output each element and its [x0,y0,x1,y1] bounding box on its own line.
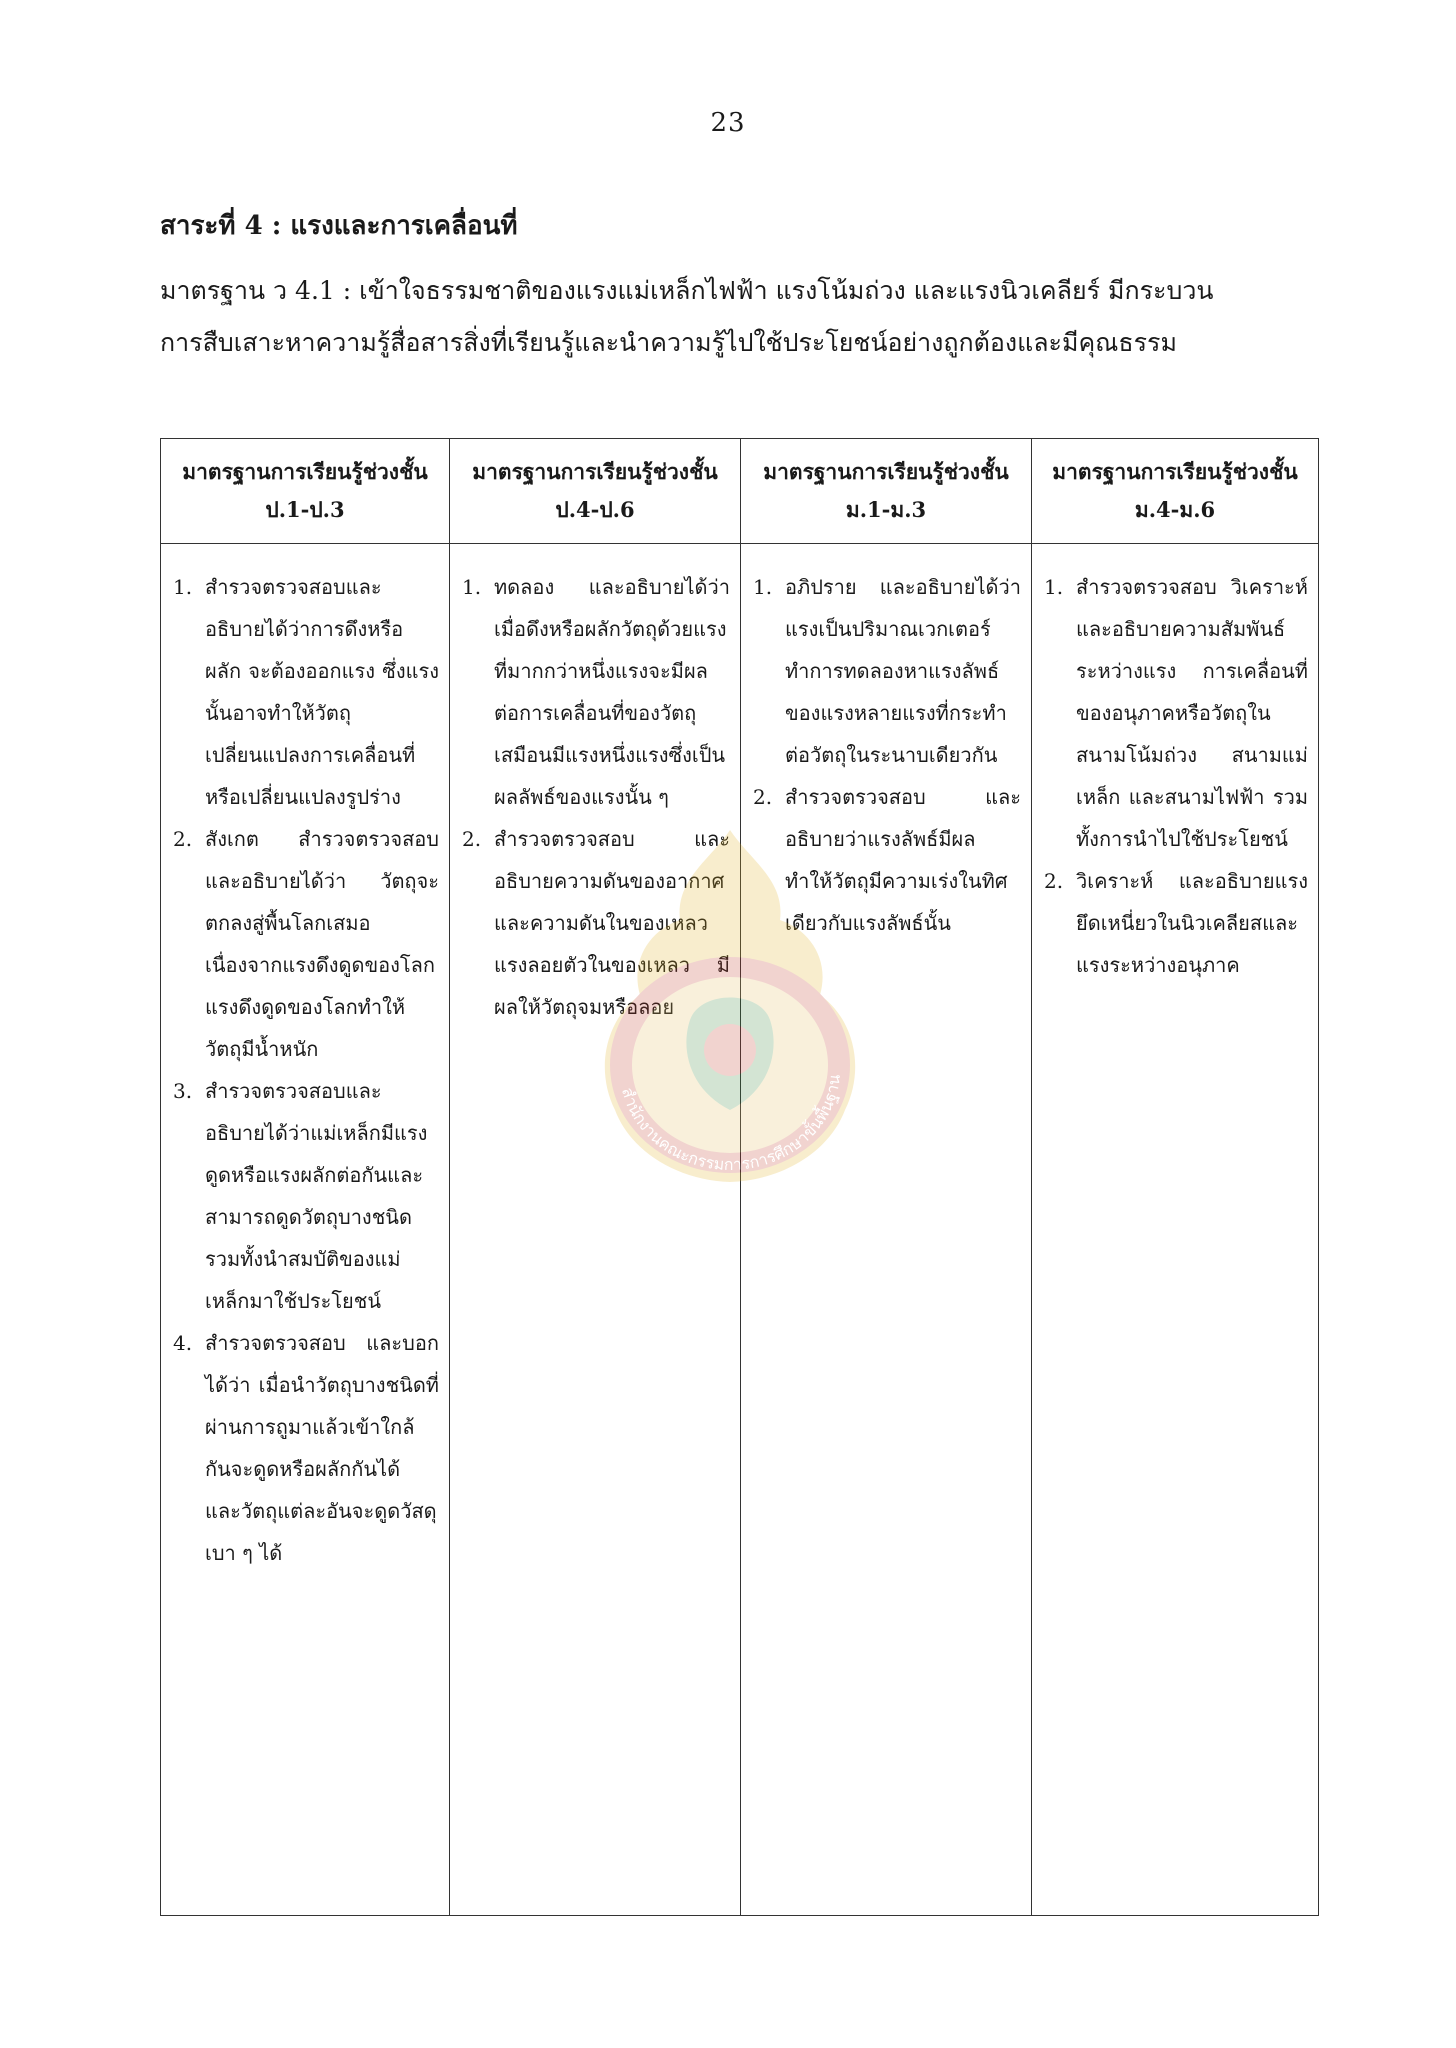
standards-list [1044,566,1308,986]
strand-title: สาระที่ 4 : แรงและการเคลื่อนที่ [160,211,518,241]
item-text: วิเคราะห์ และอธิบายแรงยึดเหนี่ยวในนิวเคลียสและแรงระหว่างอนุภาค [1076,869,1308,977]
item-text: สังเกต สำรวจตรวจสอบและอธิบายได้ว่า วัตถุจะตกลงสู่พื้นโลกเสมอ เนื่องจากแรงดึงดูดของโลก แรงดึงดูดของโลกทำให้วัตถุมีน้ำหนัก [205,827,439,1061]
list-item [173,1070,439,1322]
item-text: สำรวจตรวจสอบและอธิบายได้ว่าการดึงหรือผลัก จะต้องออกแรง ซึ่งแรงนั้นอาจทำให้วัตถุเปลี่ยนแปลงการเคลื่อนที่หรือเปลี่ยนแปลงรูปร่าง [205,575,439,809]
column-header-title: มาตรฐานการเรียนรู้ช่วงชั้น [763,459,1009,484]
item-text: สำรวจตรวจสอบ และอธิบายว่าแรงลัพธ์มีผลทำให้วัตถุมีความเร่งในทิศเดียวกับแรงลัพธ์นั้น [785,785,1021,935]
column-header-p1-p3 [161,439,450,544]
item-number: 1. [462,575,482,599]
list-item [753,566,1021,776]
column-p4-p6 [450,544,741,1916]
standard-line-1: มาตรฐาน ว 4.1 : เข้าใจธรรมชาติของแรงแม่เหล็กไฟฟ้า แรงโน้มถ่วง และแรงนิวเคลียร์ มีกระบวน [160,276,1214,305]
item-number: 3. [173,1079,193,1103]
list-item [1044,566,1308,860]
item-number: 4. [173,1331,193,1355]
item-text: สำรวจตรวจสอบและอธิบายได้ว่าแม่เหล็กมีแรงดูดหรือแรงผลักต่อกันและสามารถดูดวัตถุบางชนิด รวมทั้งนำสมบัติของแม่เหล็กมาใช้ประโยชน์ [205,1079,428,1313]
column-m1-m3 [741,544,1032,1916]
standards-list [753,566,1021,944]
page-number: 23 [710,108,746,138]
column-header-level: ม.1-ม.3 [845,497,927,522]
column-header-level: ป.1-ป.3 [265,497,345,522]
column-header-p4-p6 [450,439,741,544]
column-header-title: มาตรฐานการเรียนรู้ช่วงชั้น [1052,459,1298,484]
column-header-title: มาตรฐานการเรียนรู้ช่วงชั้น [182,459,428,484]
item-number: 2. [462,827,482,851]
item-number: 2. [753,785,773,809]
column-header-m4-m6 [1032,439,1319,544]
standard-statement [160,265,1320,369]
column-header-title: มาตรฐานการเรียนรู้ช่วงชั้น [472,459,718,484]
column-header-level: ม.4-ม.6 [1134,497,1216,522]
standard-line-2: การสืบเสาะหาความรู้สื่อสารสิ่งที่เรียนรู้และนำความรู้ไปใช้ประโยชน์อย่างถูกต้องและมีคุณธรรม [160,328,1177,357]
standards-list [173,566,439,1574]
list-item [173,566,439,818]
standards-list [462,566,730,1028]
item-text: อภิปราย และอธิบายได้ว่าแรงเป็นปริมาณเวกเตอร์ ทำการทดลองหาแรงลัพธ์ของแรงหลายแรงที่กระทำต่อวัตถุในระนาบเดียวกัน [785,575,1021,767]
list-item [1044,860,1308,986]
item-text: สำรวจตรวจสอบ และอธิบายความดันของอากาศและความดันในของเหลว แรงลอยตัวในของเหลว มีผลให้วัตถุจมหรือลอย [494,827,730,1019]
item-number: 2. [173,827,193,851]
list-item [173,1322,439,1574]
list-item [462,818,730,1028]
list-item [173,818,439,1070]
column-header-m1-m3 [741,439,1032,544]
table-header-row [161,439,1319,544]
item-number: 2. [1044,869,1064,893]
seal-ring-text: สำนักงานคณะกรรมการการศึกษาขั้นพื้นฐาน [617,1073,844,1175]
item-number: 1. [753,575,773,599]
item-number: 1. [1044,575,1064,599]
column-m4-m6 [1032,544,1319,1916]
column-header-level: ป.4-ป.6 [555,497,635,522]
table-body-row [161,544,1319,1916]
learning-standards-table [160,438,1319,1916]
item-text: สำรวจตรวจสอบ วิเคราะห์ และอธิบายความสัมพันธ์ระหว่างแรง การเคลื่อนที่ของอนุภาคหรือวัตถุในสนามโน้มถ่วง สนามแม่เหล็ก และสนามไฟฟ้า รวมทั้งการนำไปใช้ประโยชน์ [1076,575,1308,851]
column-p1-p3 [161,544,450,1916]
item-number: 1. [173,575,193,599]
item-text: ทดลอง และอธิบายได้ว่าเมื่อดึงหรือผลักวัตถุด้วยแรงที่มากกว่าหนึ่งแรงจะมีผลต่อการเคลื่อนที่ของวัตถุเสมือนมีแรงหนึ่งแรงซึ่งเป็นผลลัพธ์ของแรงนั้น ๆ [494,575,730,809]
item-text: สำรวจตรวจสอบ และบอกได้ว่า เมื่อนำวัตถุบางชนิดที่ผ่านการถูมาแล้วเข้าใกล้กันจะดูดหรือผลักกันได้ และวัตถุแต่ละอันจะดูดวัสดุเบา ๆ ได้ [205,1331,439,1565]
list-item [753,776,1021,944]
list-item [462,566,730,818]
